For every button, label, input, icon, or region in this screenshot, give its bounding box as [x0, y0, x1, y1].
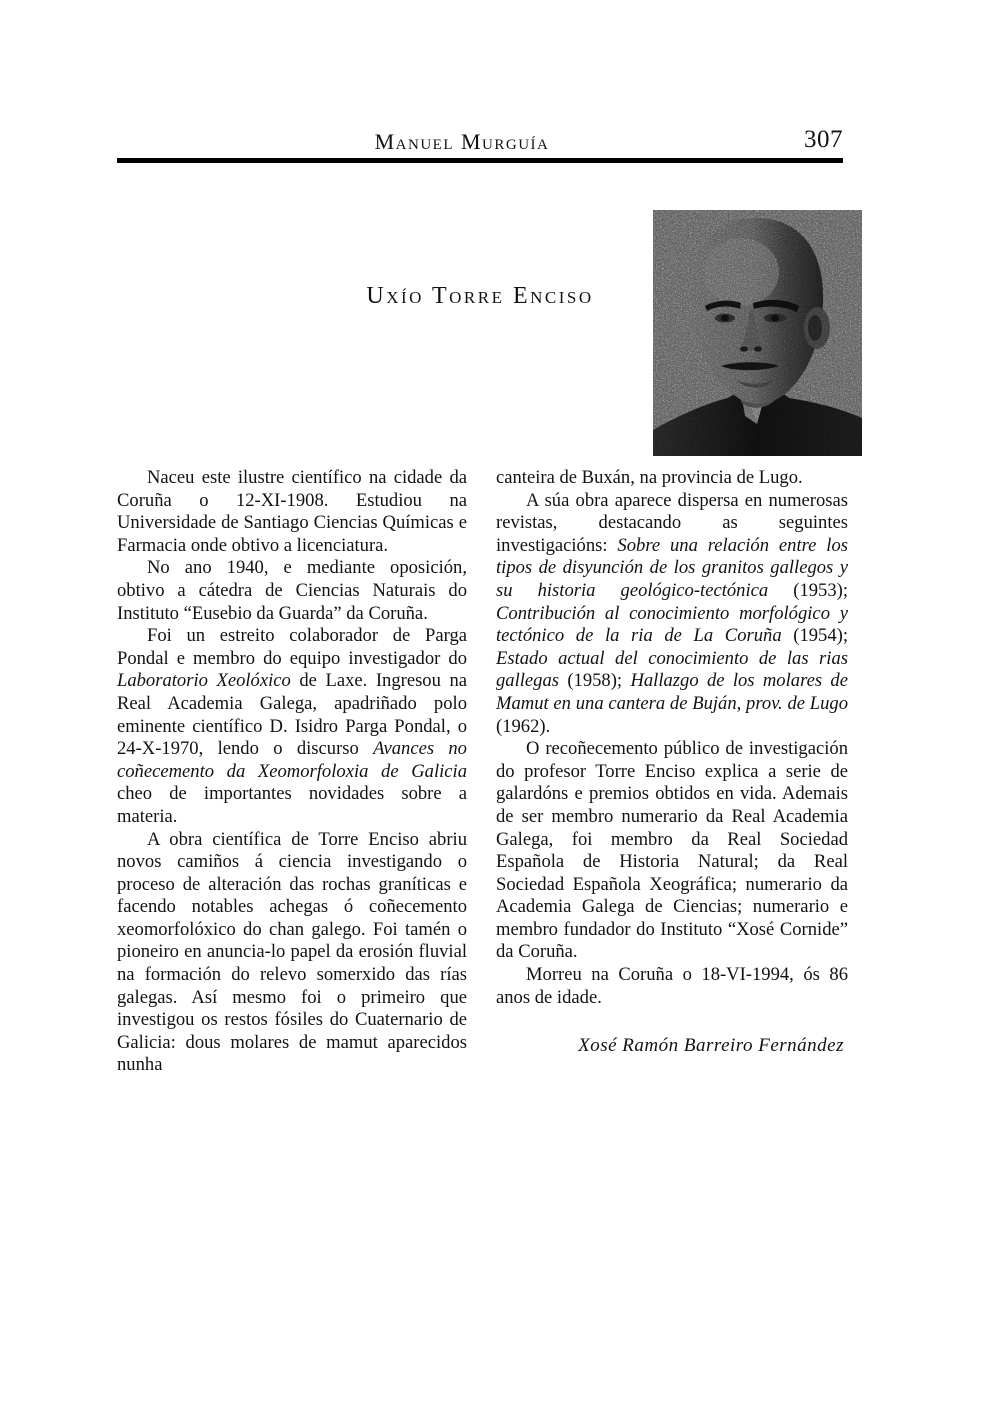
article-title: Uxío Torre Enciso: [366, 283, 594, 309]
text-run: O recoñecemento público de investigación do profesor Torre Enciso explica a serie de galardóns e premios obtidos en vida. Ademais de ser membro numerario da Real Academia Galega, foi membro da Real Sociedad Española de Historia Natural; da Real Sociedad Española Xeográfica; numerario da Academia Galega de Ciencias; numerario e membro fundador do Instituto “Xosé Cornide” da Coruña.: [496, 738, 848, 963]
header-rule-divider: [117, 158, 843, 163]
text-run: de Laxe. Ingresou na Real Academia Galega, apadriñado polo eminente científico D. Isidro Parga Pondal, o 24-X-1970, lendo o discurso: [117, 670, 468, 760]
paragraph: [496, 964, 848, 1009]
text-run: (1958);: [559, 670, 631, 692]
text-run: No ano 1940, e mediante oposición, obtivo a cátedra de Ciencias Naturais do Instituto “Eusebio da Guarda” da Coruña.: [117, 557, 467, 624]
running-header-title: Manuel Murguía: [374, 129, 550, 154]
paragraph: [117, 625, 467, 828]
work-title-italic-run: Hallazgo de los molares de Mamut en una cantera de Buján, prov. de Lugo: [496, 670, 848, 714]
text-run: canteira de Buxán, na provincia de Lugo.: [496, 467, 803, 488]
text-run: (1962).: [496, 715, 551, 737]
text-run: Morreu na Coruña o 18-VI-1994, ós 86 anos de idade.: [496, 964, 848, 1008]
text-run: A obra científica de Torre Enciso abriu novos camiños á ciencia investigando o proceso de alteración das rochas graníticas e facendo notables achegas ó coñecemento xeomorfolóxico do chan galego. Foi tamén o pioneiro en anuncia-lo papel da erosión fluvial na formación do relevo somerxido das rías galegas. Así mesmo foi o primeiro que investigou os restos fósiles do Cuaternario de Galicia: dous molares de mamut aparecidos nunha: [117, 828, 467, 1076]
text-run: (1954);: [781, 625, 849, 647]
portrait-photo-image: [653, 210, 862, 456]
paragraph: [117, 557, 467, 625]
author-signature: Xosé Ramón Barreiro Fernández: [578, 1035, 844, 1057]
text-run: (1953);: [768, 579, 848, 601]
paragraph: [496, 467, 848, 490]
text-run: A súa obra aparece dispersa en numerosas revistas, destacando as seguintes investigacións:: [496, 489, 848, 556]
column-left: [117, 467, 467, 1077]
paragraph: [496, 738, 848, 964]
page-number: 307: [804, 126, 843, 153]
text-run: cheo de importantes novidades sobre a materia.: [117, 783, 467, 827]
work-title-italic-run: Avances no coñecemento da Xeomorfoloxia de Galicia: [117, 738, 467, 782]
text-run: Foi un estreito colaborador de Parga Pondal e membro do equipo investigador do: [117, 625, 467, 669]
paragraph: [117, 467, 467, 557]
work-title-italic-run: Laboratorio Xeolóxico: [117, 670, 291, 692]
text-run: Naceu este ilustre científico na cidade da Coruña o 12-XI-1908. Estudiou na Universidade de Santiago Ciencias Químicas e Farmacia onde obtivo a licenciatura.: [117, 467, 467, 556]
paragraph: [117, 829, 467, 1078]
portrait-photo: [653, 210, 862, 456]
column-right: [496, 467, 848, 1058]
work-title-italic-run: Contribución al conocimiento morfológico y tectónico de la ria de La Coruña: [496, 602, 848, 647]
paragraph: [496, 490, 848, 739]
work-title-italic-run: Estado actual del conocimiento de las rias gallegas: [496, 647, 848, 692]
work-title-italic-run: Sobre una relación entre los tipos de disyunción de los granitos gallegos y su historia geológico-tectónica: [496, 534, 848, 601]
